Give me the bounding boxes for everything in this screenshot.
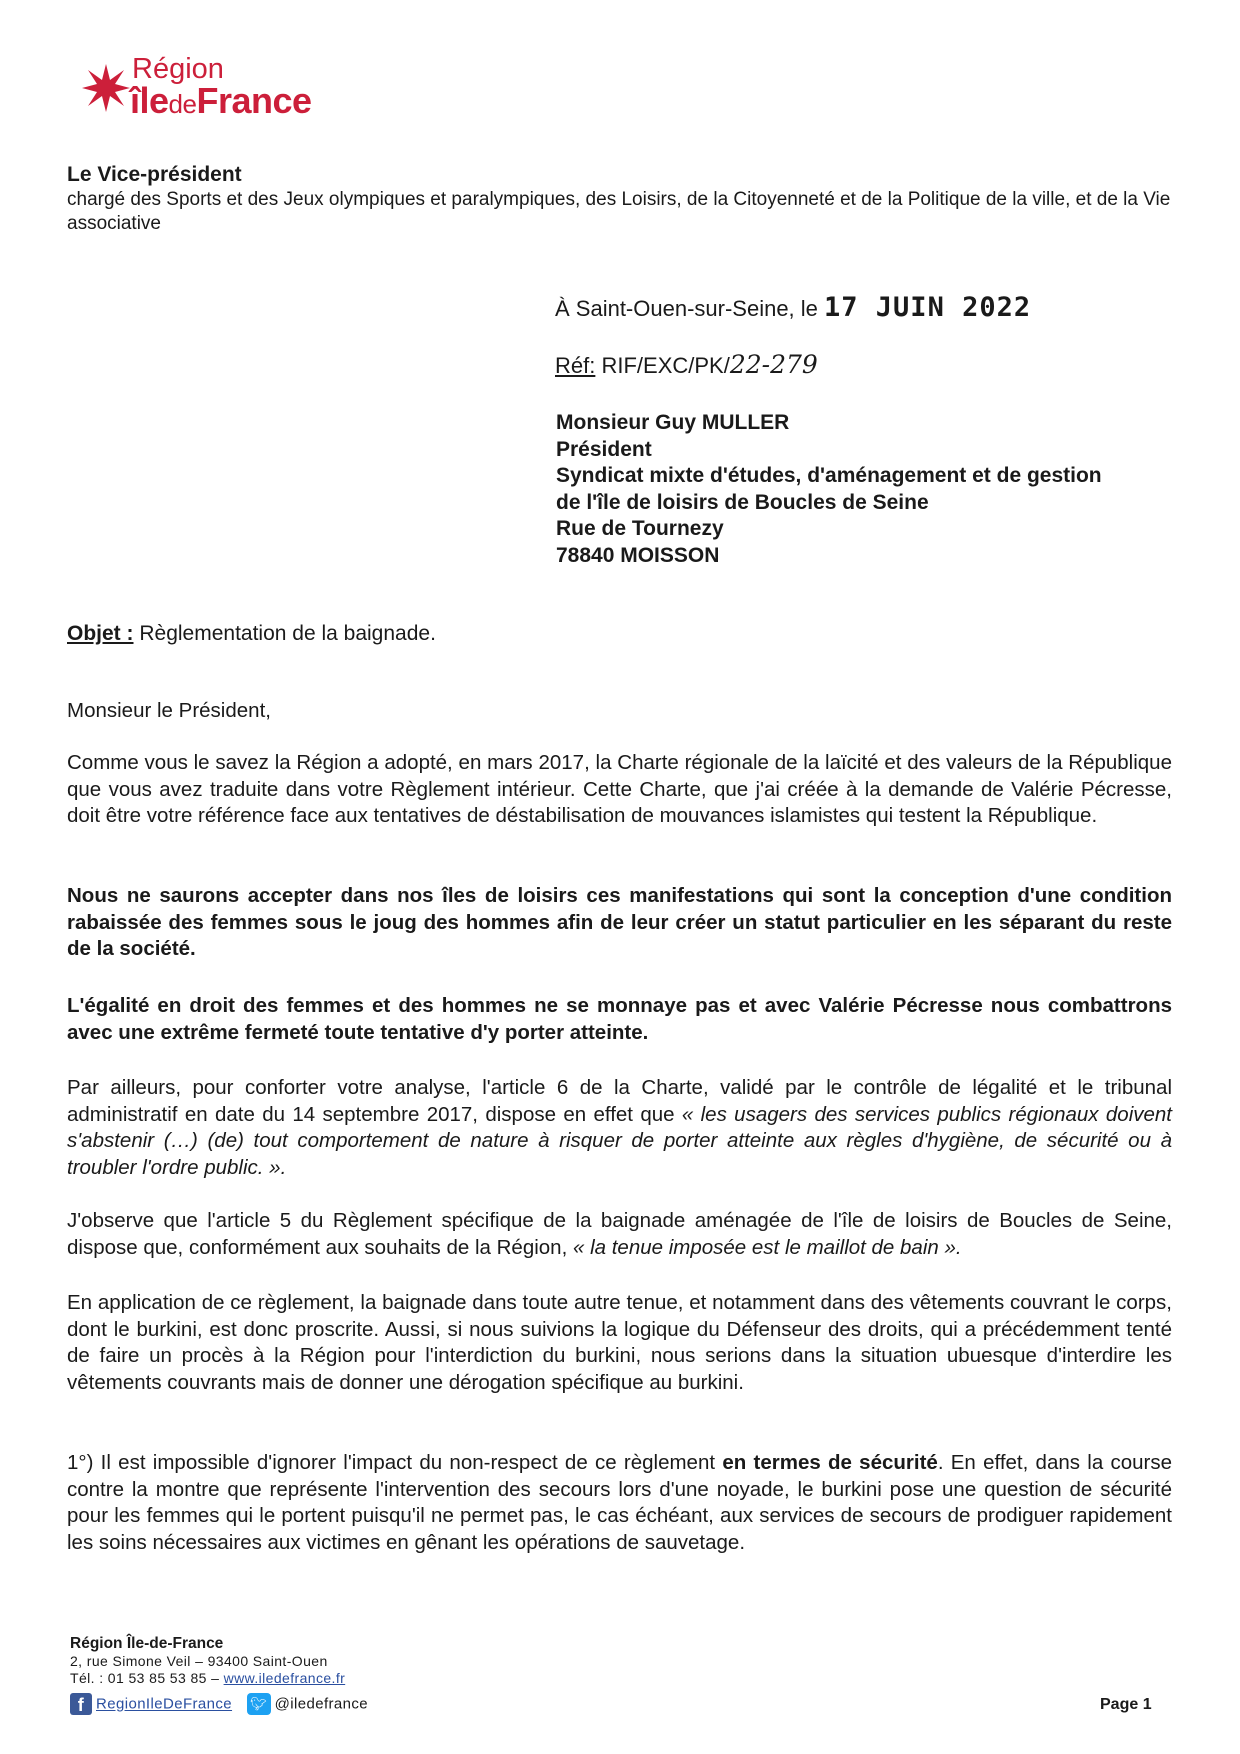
place-date-line — [555, 292, 1031, 323]
footer-contact — [70, 1670, 345, 1686]
recipient-block — [556, 410, 1102, 570]
charter-quote: « les usagers des services publics régionaux doivent s'abstenir (…) (de) tout comportement de nature à risquer de porter atteinte aux règles d'hygiène, de sécurité ou à troubler l'ordre public. ». — [67, 1102, 1172, 1179]
logo-text-iledefrance: îledeFrance — [130, 80, 312, 121]
star-logo-icon — [80, 62, 132, 114]
recipient-title: Président — [556, 437, 652, 461]
facebook-link[interactable]: RegionIleDeFrance — [96, 1695, 233, 1713]
signatory-role: chargé des Sports et des Jeux olympiques et paralympiques, des Loisirs, de la Citoyenneté et de la Politique de la ville, et de la Vie associative — [67, 189, 1171, 234]
website-link[interactable]: www.iledefrance.fr — [223, 1670, 346, 1686]
footer-phone: Tél. : 01 53 85 53 85 – — [70, 1670, 224, 1686]
signatory-title: Le Vice-président — [67, 163, 242, 186]
recipient-org-line1: Syndicat mixte d'études, d'aménagement et de gestion — [556, 464, 1102, 488]
paragraph-1: Comme vous le savez la Région a adopté, en mars 2017, la Charte régionale de la laïcité et des valeurs de la République que vous avez traduite dans votre Règlement intérieur. Cette Charte, que j'ai créée à la demande de Valérie Pécresse, doit être votre référence face aux tentatives de déstabilisation de mouvances islamistes qui testent la République. — [67, 751, 1172, 828]
paragraph-5: J'observe que l'article 5 du Règlement spécifique de la baignade aménagée de l'île de loisirs de Boucles de Seine, dispose que, conformément aux souhaits de la Région, « la tenue imposée est le maillot de bain ». — [67, 1209, 1172, 1259]
reference-label: Réf: — [555, 353, 596, 378]
subject-label: Objet : — [67, 622, 134, 645]
page-number: Page 1 — [1100, 1696, 1152, 1713]
paragraph-6: En application de ce règlement, la baignade dans toute autre tenue, et notamment dans des vêtements couvrant le corps, dont le burkini, est donc proscrite. Aussi, si nous suivions la logique du Défenseur des droits, qui a précédemment tenté de faire un procès à la Région pour l'interdiction du burkini, nous serions dans la situation ubuesque d'interdire les vêtements couvrants mais de donner une dérogation spécifique au burkini. — [67, 1291, 1172, 1394]
date-stamp: 17 JUIN 2022 — [824, 292, 1032, 323]
reference-code: RIF/EXC/PK/ — [601, 353, 730, 378]
paragraph-7: 1°) Il est impossible d'ignorer l'impact du non-respect de ce règlement en termes de sécurité. En effet, dans la course contre la montre que représente l'intervention des secours lors d'une noyade, le burkini pose une question de sécurité pour les femmes qui le portent puisqu'il ne permet pas, le cas échéant, aux services de secours de prodiguer rapidement les soins nécessaires aux victimes en gênant les opérations de sauvetage. — [67, 1451, 1173, 1554]
paragraph-3: L'égalité en droit des femmes et des hommes ne se monnaye pas et avec Valérie Pécresse nous combattrons avec une extrême fermeté toute tentative d'y porter atteinte. — [67, 994, 1172, 1044]
place-text: À Saint-Ouen-sur-Seine, le — [555, 296, 818, 321]
facebook-icon[interactable]: f — [70, 1693, 92, 1715]
footer-org-name: Région Île-de-France — [70, 1635, 224, 1652]
footer-address: 2, rue Simone Veil – 93400 Saint-Ouen — [70, 1653, 328, 1669]
paragraph-2: Nous ne saurons accepter dans nos îles de loisirs ces manifestations qui sont la conception d'une condition rabaissée des femmes sous le joug des hommes afin de leur créer un statut particulier en les séparant du reste de la société. — [67, 884, 1172, 961]
recipient-street: Rue de Tournezy — [556, 517, 724, 541]
paragraph-4: Par ailleurs, pour conforter votre analyse, l'article 6 de la Charte, validé par le contrôle de légalité et le tribunal administratif en date du 14 septembre 2017, dispose en effet que « les usagers des services publics régionaux doivent s'abstenir (…) (de) tout comportement de nature à risquer de porter atteinte aux règles d'hygiène, de sécurité ou à troubler l'ordre public. ». — [67, 1076, 1172, 1179]
reference-handwritten: 22-279 — [729, 350, 818, 379]
twitter-icon[interactable]: 🐦︎ — [247, 1693, 271, 1715]
reference-line — [555, 350, 818, 379]
recipient-org-line2: de l'île de loisirs de Boucles de Seine — [556, 490, 929, 514]
subject-line — [67, 622, 436, 646]
social-links — [70, 1693, 368, 1715]
rule-quote: « la tenue imposée est le maillot de bain ». — [572, 1235, 962, 1259]
subject-text: Règlementation de la baignade. — [139, 622, 436, 645]
twitter-handle[interactable]: @iledefrance — [274, 1695, 369, 1713]
logo-text-region: Région — [132, 53, 224, 85]
recipient-city: 78840 MOISSON — [556, 543, 720, 567]
salutation: Monsieur le Président, — [67, 699, 271, 722]
recipient-name: Monsieur Guy MULLER — [556, 411, 790, 434]
